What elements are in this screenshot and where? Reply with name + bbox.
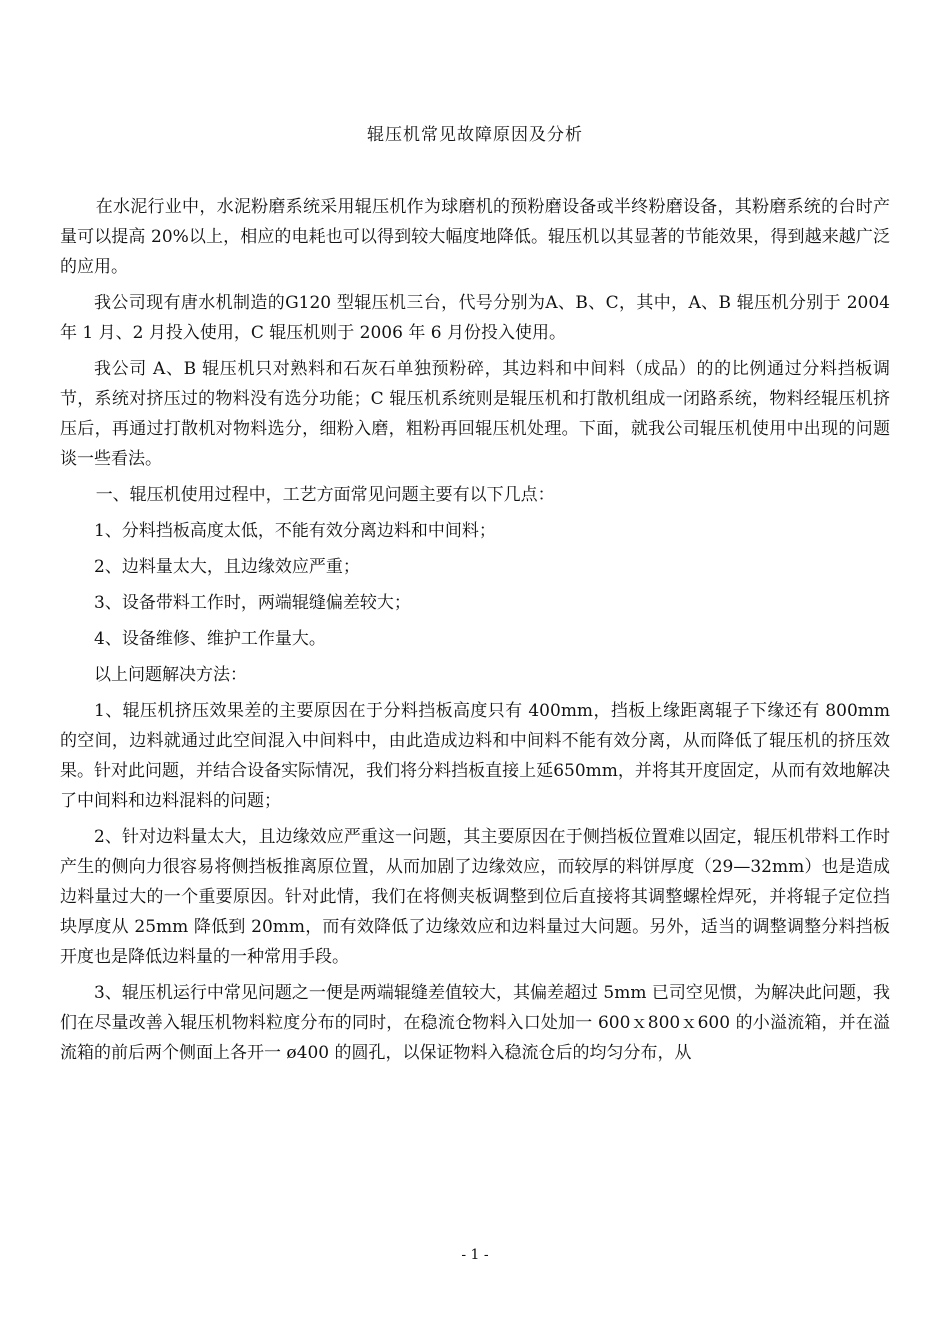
solutions-heading: 以上问题解决方法：	[94, 665, 247, 685]
solution-paragraph-1: 1、辊压机挤压效果差的主要原因在于分料挡板高度只有 400mm，挡板上缘距离辊子下缘还有 800mm 的空间，边料就通过此空间混入中间料中，由此造成边料和中间料不能有效分离，从而降低了辊压机的挤压效果。针对此问题，并结合设备实际情况，我们将分料挡板直接上延650mm，并将其开度固定，从而有效地解决了中间料和边料混料的问题；	[60, 701, 890, 811]
paragraph-intro: 在水泥行业中，水泥粉磨系统采用辊压机作为球磨机的预粉磨设备或半终粉磨设备，其粉磨系统的台时产量可以提高 20%以上，相应的电耗也可以得到较大幅度地降低。辊压机以其显著的节能效果，得到越来越广泛的应用。	[60, 197, 890, 277]
section-heading-problems: 一、辊压机使用过程中，工艺方面常见问题主要有以下几点：	[95, 485, 555, 505]
problem-item-3: 3、设备带料工作时，两端辊缝偏差较大；	[94, 593, 411, 613]
document-body	[60, 192, 890, 1074]
page-number: - 1 -	[461, 1247, 489, 1263]
problem-item-2: 2、边料量太大，且边缘效应严重；	[94, 557, 360, 577]
solution-paragraph-2: 2、针对边料量太大，且边缘效应严重这一问题，其主要原因在于侧挡板位置难以固定，辊压机带料工作时产生的侧向力很容易将侧挡板推离原位置，从而加剧了边缘效应，而较厚的料饼厚度（29—32mm）也是造成边料量过大的一个重要原因。针对此情，我们在将侧夹板调整到位后直接将其调整螺栓焊死，并将辊子定位挡块厚度从 25mm 降低到 20mm，而有效降低了边缘效应和边料量过大问题。另外，适当的调整调整分料挡板开度也是降低边料量的一种常用手段。	[60, 827, 890, 967]
document-title: 辊压机常见故障原因及分析	[367, 125, 583, 145]
paragraph-company-equipment: 我公司现有唐水机制造的G120 型辊压机三台，代号分别为A、B、C，其中，A、B 辊压机分别于 2004 年 1 月、2 月投入使用，C 辊压机则于 2006 年 6 月份投入使用。	[60, 293, 890, 343]
problem-item-4: 4、设备维修、维护工作量大。	[94, 629, 326, 649]
paragraph-system-description: 我公司 A、B 辊压机只对熟料和石灰石单独预粉碎，其边料和中间料（成品）的的比例通过分料挡板调节，系统对挤压过的物料没有选分功能；C 辊压机系统则是辊压机和打散机组成一闭路系统，物料经辊压机挤压后，再通过打散机对物料选分，细粉入磨，粗粉再回辊压机处理。下面，就我公司辊压机使用中出现的问题谈一些看法。	[60, 359, 890, 469]
solution-paragraph-3: 3、辊压机运行中常见问题之一便是两端辊缝差值较大，其偏差超过 5mm 已司空见惯，为解决此问题，我们在尽量改善入辊压机物料粒度分布的同时，在稳流仓物料入口处加一 600ｘ800ｘ600 的小溢流箱，并在溢流箱的前后两个侧面上各开一 ø400 的圆孔，以保证物料入稳流仓后的均匀分布，从	[60, 983, 890, 1063]
problem-item-1: 1、分料挡板高度太低，不能有效分离边料和中间料；	[94, 521, 496, 541]
